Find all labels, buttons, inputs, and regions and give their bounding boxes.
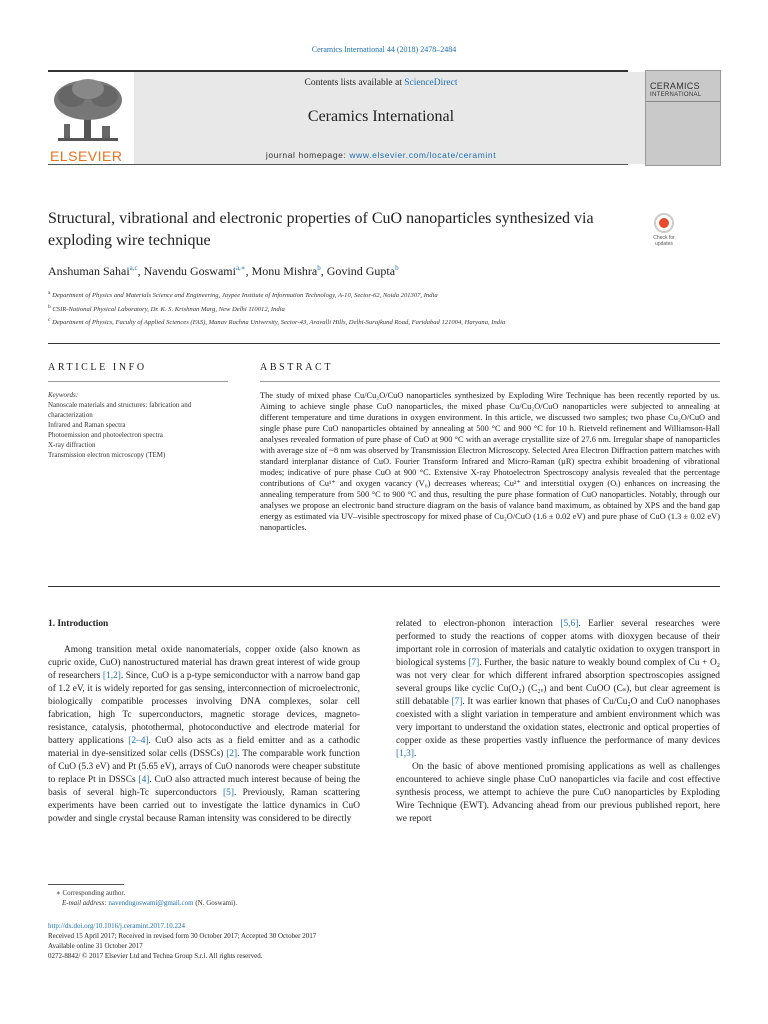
paragraph-text: . Further, the basic nature to weakly bound complex of Cu + O₂ was not very clear for which different infrared absorption spectroscopies assigned several groups like cyclic Cu(O₂) (C₂ᵥ) and bent CuOO (Cₛ), but clear agreement is still debatable [396,658,720,707]
abstract-text: The study of mixed phase Cu/Cu₂O/CuO nanoparticles synthesized by Exploding Wire Technique has been recently reported by us. Aiming to achieve single phase CuO nanoparticles, the mixed phase Cu/Cu₂O/CuO nanoparticles were subjected to annealing at different temperature and time durations in oxygen environment. In this article, we discussed two samples; two phase Cu₂O/CuO and single phase pure CuO nanoparticles obtained by annealing at 500 °C and 900 °C for 10 h. Rietveld refinement and Williamson-Hall analyses revealed formation of pure phase of CuO at 900 °C with an average crystallite size of 27.6 nm. Irregular shape of nanoparticles with average size of ~8 nm was observed by Transmission Electron Microscopy. Selected Area Electron Diffraction pattern matches with standard interplanar distance of CuO. Fourier Transform Infrared and Micro-Raman (µR) spectra exhibit broadening of vibrational modes; indicative of pure phase CuO at 900 °C. Extensive X-ray Photoelectron Spectroscopy analysis revealed that the percentage contributions of Cu¹⁺ and oxygen vacancy (V₀) decreases whereas; Cu²⁺ and interstitial oxygen (Oᵢ) enhances on increasing the annealing temperature from 500 °C to 900 °C and thus, resulting the pure phase formation of CuO nanoparticles. Notably, through our analyses we propose an electronic band structure diagram on the basis of valance band maximum, as obtained by XPS and the band gap energy as estimated via UV–visible spectroscopy for mixed phase of Cu₂O/CuO (1.6 ± 0.02 eV) and pure phase of CuO (1.3 ± 0.02 eV) nanoparticles. [260,391,720,532]
keyword-item: Transmission electron microscopy (TEM) [48,451,166,459]
sciencedirect-link[interactable]: ScienceDirect [404,78,458,88]
author-affiliation-marker[interactable]: b [395,264,399,272]
homepage-prefix: journal homepage: [265,150,350,160]
abstract-rule [260,381,720,382]
paragraph-text: Among transition metal oxide nanomaterials, copper oxide (also known as cupric oxide, CuO) nanostructured material has drawn great interest of wide group of researchers [48,645,360,681]
author-list: Anshuman Sahai$^{a,c}$, Navendu Goswami$^{a,∗}$, Monu Mishra$^b$, Govind Gupta$^b$ [48,264,399,278]
email-suffix: (N. Goswami). [193,899,238,907]
reference-link[interactable]: [2–4] [128,736,149,746]
reference-link[interactable]: [1,3] [396,749,414,759]
affiliation-line: $^a$ Department of Physics and Materials Science and Engineering, Jaypee Institute of Information Technology, A-10, Sector-62, Noida 201307, India [48,290,438,300]
corresponding-author-label: ∗ Corresponding author. [56,889,126,897]
journal-name: Ceramics International [307,108,455,125]
journal-masthead [48,70,628,166]
elsevier-wordmark: ELSEVIER [50,148,123,164]
author-affiliation-marker[interactable]: a,c [129,264,138,272]
reference-link[interactable]: [7] [451,697,463,707]
keywords-list [48,390,228,460]
author-affiliation-marker[interactable]: a,∗ [235,264,246,272]
journal-homepage [134,150,628,160]
keyword-item: Infrared and Raman spectra [48,421,126,429]
keyword-item: X-ray diffraction [48,441,96,449]
check-updates-icon [654,213,674,233]
journal-reference-link[interactable]: Ceramics International 44 (2018) 2478–2484 [311,45,457,54]
masthead-bottom-rule [48,164,628,165]
article-info-heading: ARTICLE INFO [48,362,147,373]
article-info-rule [48,381,228,382]
paragraph-text: . It was earlier known that phases of Cu/Cu₂O and CuO nanophases coexisted with a slight variation in temperature and ambient environment which was very important to understand the oxidation states, electronic and optical properties of copper oxide as these properties vastly influence the performance of many devices [396,697,720,746]
author-affiliation-marker[interactable]: b [317,264,321,272]
affiliation-line: $^c$ Department of Physics, Faculty of Applied Sciences (FAS), Manav Rachna University, Sector-43, Aravalli Hills, Delhi-Surajkund Road, Faridabad 121004, Haryana, India [48,317,506,327]
reference-link[interactable]: [5,6] [560,619,579,629]
keyword-item: Nanoscale materials and structures: fabrication and characterization [48,401,192,419]
intro-paragraph-1 [48,644,360,826]
abstract-heading: ABSTRACT [260,362,334,373]
abstract-bottom-rule [48,586,720,587]
author-email-link[interactable]: navendugoswami@gmail.com [108,899,194,907]
paragraph-text: . Previously, Raman scattering experiments have been carried out to investigate the lattice dynamics in CuO powder and single crystal because Raman intensity was considered to be directly [48,788,360,824]
available-online: Available online 31 October 2017 [48,942,143,950]
reference-link[interactable]: [2] [226,749,238,759]
copyright-line: 0272-8842/ © 2017 Elsevier Ltd and Techna Group S.r.l. All rights reserved. [48,952,263,960]
received-dates: Received 15 April 2017; Received in revised form 30 October 2017; Accepted 30 October 2017 [48,932,317,940]
author-name: Anshuman Sahai [48,264,130,278]
paragraph-text: . CuO also attracted much interest because of being the basis of several high-Tc superconductors [48,775,360,798]
paragraph-text: . The comparable work function of CuO (5.3 eV) and Pt (5.65 eV), arrays of CuO nanorods were cheaper substitute to replace Pt in DSSCs [48,749,360,785]
paragraph-text: . CuO also acts as a field emitter and as a cathodic material in dye-sensitized solar cells (DSSCs) [48,736,360,759]
reference-link[interactable]: [4] [138,775,150,785]
journal-cover-thumbnail[interactable] [645,70,721,166]
contents-prefix: Contents lists available at [304,78,405,88]
affiliation-marker: a [48,290,51,296]
affiliation-marker: b [48,303,51,310]
affiliation-line: $^b$ CSIR-National Physical Laboratory, Dr. K. S. Krishnan Marg, New Delhi 110012, India [48,303,285,313]
check-updates-label: Check for updates [653,235,675,247]
check-for-updates-badge[interactable] [644,213,688,253]
paragraph-text: . Since, CuO is a p-type semiconductor with a narrow band gap of 1.2 eV, it is widely reported for gas sensing, interconnection of microelectronic, biologically compatible processes involving DNA complexes, solar cell fabrication, high Tc superconductors, magnetic storage devices, magneto-resistance, catalysis, photothermal, photoconductive and electrode material for battery applications [48,671,361,746]
reference-link[interactable]: [5] [223,788,234,798]
affiliation-marker: c [48,317,51,324]
intro-paragraph-2 [396,618,720,761]
affiliations [48,288,720,329]
keyword-item: Photoemission and photoelectron spectra [48,431,163,439]
author-name: Govind Gupta [326,264,396,278]
email-label: E-mail address: [62,899,109,907]
corresponding-author-footnote [48,888,448,908]
section-heading-introduction: 1. Introduction [48,619,109,629]
keywords-label: Keywords: [48,391,79,399]
paragraph-text: . Earlier several researches were performed to study the reactions of copper atoms with dioxygen because of their important role in corrosion of materials and catalytic oxidation to oxygen transport in biological systems [396,619,720,668]
body-column-left [48,618,360,826]
section-divider [48,343,720,344]
author-name: Navendu Goswami [143,264,236,278]
reference-link[interactable]: [7] [468,658,480,668]
article-title: Structural, vibrational and electronic properties of CuO nanoparticles synthesized via exploding wire technique [48,210,594,249]
cover-subtitle: INTERNATIONAL [650,92,702,98]
doi-link[interactable]: http://dx.doi.org/10.1016/j.ceramint.2017.10.224 [48,922,185,930]
cover-title: CERAMICS [650,81,700,91]
homepage-url-link[interactable]: www.elsevier.com/locate/ceramint [349,150,497,160]
paragraph-text: . [413,749,417,759]
footnote-rule [48,884,124,885]
intro-paragraph-3: On the basic of above mentioned promising applications as well as challenges encountered to achieve single phase CuO nanoparticles via facile and cost effective synthesis process, we attempt to achieve the pure CuO nanoparticles by Exploding Wire Technique (EWT). Advancing ahead from our previous published report, here we report [396,762,720,824]
paragraph-text: related to electron-phonon interaction [396,619,561,629]
email-line [48,898,448,908]
reference-link[interactable]: [1,2] [102,671,121,681]
publication-info [48,921,548,961]
body-column-right [396,618,720,826]
contents-available [134,78,628,88]
cover-stripe [646,101,720,102]
author-name: Monu Mishra [251,264,318,278]
